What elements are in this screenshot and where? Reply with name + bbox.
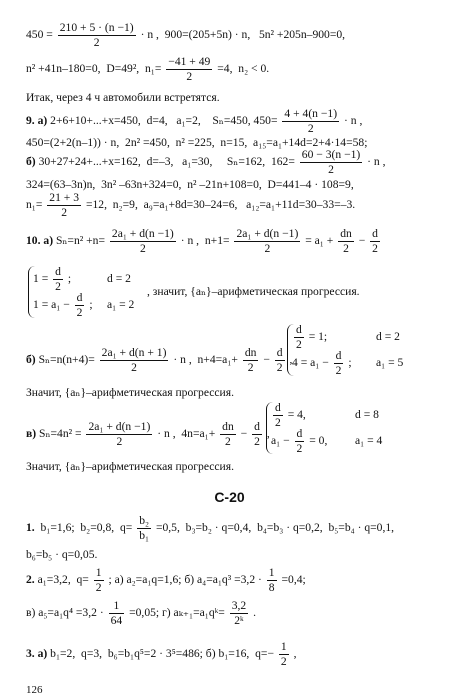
text-segment: , bbox=[293, 647, 297, 661]
denominator: 2 bbox=[254, 435, 260, 448]
text-segment: Sₙ=4n² = bbox=[36, 427, 82, 441]
denominator: 2 bbox=[296, 442, 303, 455]
numerator: 1 bbox=[268, 566, 275, 579]
fraction bbox=[166, 56, 212, 83]
denominator: 2 bbox=[275, 416, 281, 429]
numerator: d bbox=[296, 323, 302, 336]
numerator: dn bbox=[340, 227, 352, 240]
text-segment: , bbox=[289, 353, 293, 367]
system-row bbox=[292, 349, 404, 377]
numerator: d bbox=[275, 401, 281, 414]
fraction bbox=[294, 324, 304, 351]
text-segment: = 4, bbox=[287, 408, 306, 422]
section-heading: С-20 bbox=[214, 489, 245, 505]
text-segment: Sₙ=n² +n= bbox=[53, 234, 106, 248]
denominator: 2 bbox=[247, 361, 254, 374]
denominator: 2 bbox=[276, 361, 283, 374]
exercise-number: 3. а) bbox=[26, 647, 48, 661]
text-segment: 324=(63–3n)n, 3n² –63n+324=0, n² –21n+108=0, D=441–4 · 108=9, bbox=[26, 178, 354, 191]
fraction bbox=[282, 108, 339, 135]
text-segment: · n , bbox=[343, 114, 363, 128]
numerator: d bbox=[254, 420, 260, 433]
text-segment: ; bbox=[348, 356, 352, 370]
system-result: d = 8 bbox=[355, 408, 379, 421]
denominator: 2ᵏ bbox=[234, 614, 244, 627]
fraction bbox=[58, 22, 136, 49]
numerator: d bbox=[76, 291, 83, 304]
text-segment: =0,5, b₃=b₂ · q=0,4, b₄=b₃ · q=0,2, b₅=b₄ · q=0,1, bbox=[155, 521, 395, 535]
text-segment: 2+6+10+...+x=450, d=4, a₁=2, Sₙ=450, 450= bbox=[47, 114, 278, 128]
system-result: d = 2 bbox=[107, 272, 131, 285]
fraction bbox=[243, 347, 259, 374]
denominator: 2 bbox=[280, 655, 287, 668]
text-line-13 bbox=[26, 421, 447, 448]
equation-system-10a bbox=[28, 265, 135, 319]
numerator: −41 + 49 bbox=[168, 55, 211, 68]
text-line-17 bbox=[26, 567, 447, 594]
fraction bbox=[75, 292, 85, 319]
text-segment: a₁ − bbox=[271, 434, 290, 448]
text-segment: − bbox=[240, 427, 248, 441]
denominator: 2 bbox=[55, 280, 61, 293]
system-row bbox=[271, 401, 379, 429]
denominator: 2 bbox=[61, 206, 68, 219]
text-segment: в) a₅=a₁q⁴ =3,2 · bbox=[26, 606, 104, 620]
fraction bbox=[137, 515, 151, 542]
text-segment: 450=(2+2(n–1)) · n, 2n² =450, n² =225, n=15, a₁₅=a₁+14d=2+4·14=58; bbox=[26, 136, 368, 149]
denominator: 2 bbox=[116, 435, 123, 448]
denominator: 2 bbox=[307, 122, 314, 135]
fraction bbox=[47, 192, 81, 219]
fraction bbox=[370, 228, 380, 255]
text-segment: =4, n₂ < 0. bbox=[217, 62, 270, 76]
text-segment: ; а) a₂=a₁q=1,6; б) a₄=a₁q³ =3,2 · bbox=[108, 573, 262, 587]
denominator: 2 bbox=[76, 306, 83, 319]
text-line-15 bbox=[26, 515, 447, 542]
system-result: a₁ = 5 bbox=[376, 356, 404, 369]
fraction bbox=[109, 600, 125, 627]
text-line-5 bbox=[26, 136, 447, 150]
numerator: 210 + 5 · (n −1) bbox=[59, 21, 134, 34]
fraction bbox=[334, 350, 344, 377]
denominator: 2 bbox=[93, 36, 100, 49]
fraction bbox=[275, 347, 285, 374]
text-line-4 bbox=[26, 108, 447, 135]
exercise-number: 10. а) bbox=[26, 234, 54, 248]
fraction bbox=[295, 428, 305, 455]
system-row bbox=[292, 323, 400, 351]
fraction bbox=[234, 228, 300, 255]
equation-system-10c bbox=[266, 401, 383, 455]
text-segment: Значит, {aₙ}–арифметическая прогрессия. bbox=[26, 386, 234, 399]
numerator: 3,2 bbox=[231, 599, 247, 612]
text-segment: · n , 900=(205+5n) · n, 5n² +205n–900=0, bbox=[140, 28, 346, 42]
denominator: 2 bbox=[328, 163, 334, 176]
text-segment: = 1; bbox=[308, 330, 328, 344]
numerator: 2a₁ + d(n −1) bbox=[236, 227, 299, 240]
numerator: 1 bbox=[95, 566, 102, 579]
denominator: 2 bbox=[372, 242, 378, 255]
text-line-9 bbox=[26, 228, 447, 255]
text-line-14 bbox=[26, 460, 447, 474]
text-segment: b₁=1,6; b₂=0,8, q= bbox=[34, 521, 133, 535]
fraction bbox=[86, 421, 152, 448]
numerator: d bbox=[335, 349, 342, 362]
numerator: d bbox=[296, 427, 303, 440]
text-segment: , bbox=[266, 427, 270, 441]
fraction bbox=[110, 228, 176, 255]
denominator: b₁ bbox=[139, 529, 150, 542]
text-segment: Значит, {aₙ}–арифметическая прогрессия. bbox=[26, 460, 234, 473]
system-row bbox=[33, 291, 135, 319]
text-line-3 bbox=[26, 91, 447, 105]
numerator: 1 bbox=[280, 640, 287, 653]
text-segment: . bbox=[253, 606, 257, 620]
system-result: a₁ = 2 bbox=[107, 298, 135, 311]
text-segment: = 0, bbox=[309, 434, 328, 448]
denominator: 2 bbox=[264, 242, 271, 255]
text-segment: b₆=b₅ · q=0,05. bbox=[26, 548, 98, 561]
text-segment: =12, n₂=9, a₉=a₁+8d=30–24=6, a₁₂=a₁+11d=30–33=–3. bbox=[85, 198, 356, 212]
exercise-number: 2. bbox=[26, 573, 35, 587]
text-segment: b₁=2, q=3, b₆=b₁q⁵=2 · 3⁵=486; б) b₁=16, q=− bbox=[47, 647, 274, 661]
text-line-19 bbox=[26, 641, 447, 668]
text-line-2 bbox=[26, 56, 447, 83]
text-line-12 bbox=[26, 386, 447, 400]
denominator: 64 bbox=[110, 614, 123, 627]
system-result: a₁ = 4 bbox=[355, 434, 383, 447]
text-line-1 bbox=[26, 22, 447, 49]
exercise-number: б) bbox=[26, 353, 36, 367]
numerator: d bbox=[276, 346, 283, 359]
system-row bbox=[271, 427, 383, 455]
fraction bbox=[279, 641, 289, 668]
text-segment: − bbox=[263, 353, 270, 367]
denominator: 2 bbox=[131, 361, 137, 374]
text-segment: Sₙ=n(n+4)= bbox=[35, 353, 95, 367]
exercise-number: 9. а) bbox=[26, 114, 48, 128]
numerator: b₂ bbox=[139, 514, 150, 527]
text-segment: − bbox=[358, 234, 366, 248]
fraction bbox=[53, 266, 63, 293]
text-segment: Итак, через 4 ч автомобили встретятся. bbox=[26, 91, 220, 104]
text-segment: a₁=3,2, q= bbox=[34, 573, 89, 587]
denominator: 2 bbox=[225, 435, 231, 448]
text-line-18 bbox=[26, 600, 447, 627]
text-segment: n² +41n–180=0, D=49², n₁= bbox=[26, 62, 162, 76]
fraction bbox=[267, 567, 277, 594]
numerator: dn bbox=[244, 346, 257, 359]
text-segment: 4 = a₁ − bbox=[292, 356, 329, 370]
denominator: 2 bbox=[139, 242, 146, 255]
text-line-16 bbox=[26, 548, 447, 562]
text-segment: · n , n+4=a₁+ bbox=[173, 353, 238, 367]
denominator: 2 bbox=[186, 70, 193, 83]
denominator: 8 bbox=[268, 581, 275, 594]
text-segment: , значит, {aₙ}–арифметическая прогрессия. bbox=[147, 285, 360, 298]
exercise-number: б) bbox=[26, 155, 36, 169]
fraction bbox=[273, 402, 283, 429]
text-line-7 bbox=[26, 178, 447, 192]
numerator: 4 + 4(n −1) bbox=[284, 107, 338, 120]
numerator: 21 + 3 bbox=[49, 191, 80, 204]
text-segment: 1 = bbox=[33, 272, 49, 286]
text-segment: · n , bbox=[367, 155, 386, 169]
page-number: 126 bbox=[26, 684, 43, 696]
equation-system-10b bbox=[287, 323, 404, 377]
fraction bbox=[94, 567, 104, 594]
denominator: 2 bbox=[343, 242, 349, 255]
fraction bbox=[338, 228, 354, 255]
text-segment: =0,05; г) aₖ₊₁=a₁qᵏ= bbox=[129, 606, 225, 620]
numerator: d bbox=[55, 265, 61, 278]
numerator: 2a₁ + d(n −1) bbox=[88, 420, 151, 433]
text-line-8 bbox=[26, 192, 447, 219]
fraction bbox=[252, 421, 262, 448]
system-result: d = 2 bbox=[376, 330, 400, 343]
text-segment: ; bbox=[67, 272, 72, 286]
denominator: 2 bbox=[296, 338, 302, 351]
numerator: 1 bbox=[109, 600, 125, 614]
numerator: d bbox=[372, 227, 378, 240]
text-segment: n₁= bbox=[26, 198, 43, 212]
text-segment: · n , n+1= bbox=[180, 234, 230, 248]
text-segment: 30+27+24+...+x=162, d=–3, a₁=30, Sₙ=162, 162= bbox=[35, 155, 295, 169]
fraction bbox=[300, 149, 362, 176]
text-segment: = a₁ + bbox=[305, 234, 334, 248]
system-row bbox=[33, 265, 131, 293]
fraction bbox=[100, 347, 169, 374]
text-segment: 1 = a₁ − bbox=[33, 298, 70, 312]
numerator: 2a₁ + d(n −1) bbox=[111, 227, 174, 240]
exercise-number: 1. bbox=[26, 521, 35, 535]
text-segment: =0,4; bbox=[281, 573, 306, 587]
text-segment: ; bbox=[89, 298, 93, 312]
numerator: 2a₁ + d(n + 1) bbox=[101, 346, 167, 359]
numerator: dn bbox=[222, 420, 234, 433]
denominator: 2 bbox=[335, 364, 342, 377]
fraction bbox=[220, 421, 236, 448]
text-line-10 bbox=[147, 285, 447, 299]
numerator: 60 − 3(n −1) bbox=[301, 148, 361, 161]
text-segment: · n , 4n=a₁+ bbox=[157, 427, 216, 441]
text-line-6 bbox=[26, 149, 447, 176]
fraction bbox=[230, 600, 249, 627]
exercise-number: в) bbox=[26, 427, 37, 441]
denominator: 2 bbox=[95, 581, 102, 594]
text-segment: 450 = bbox=[26, 28, 53, 42]
